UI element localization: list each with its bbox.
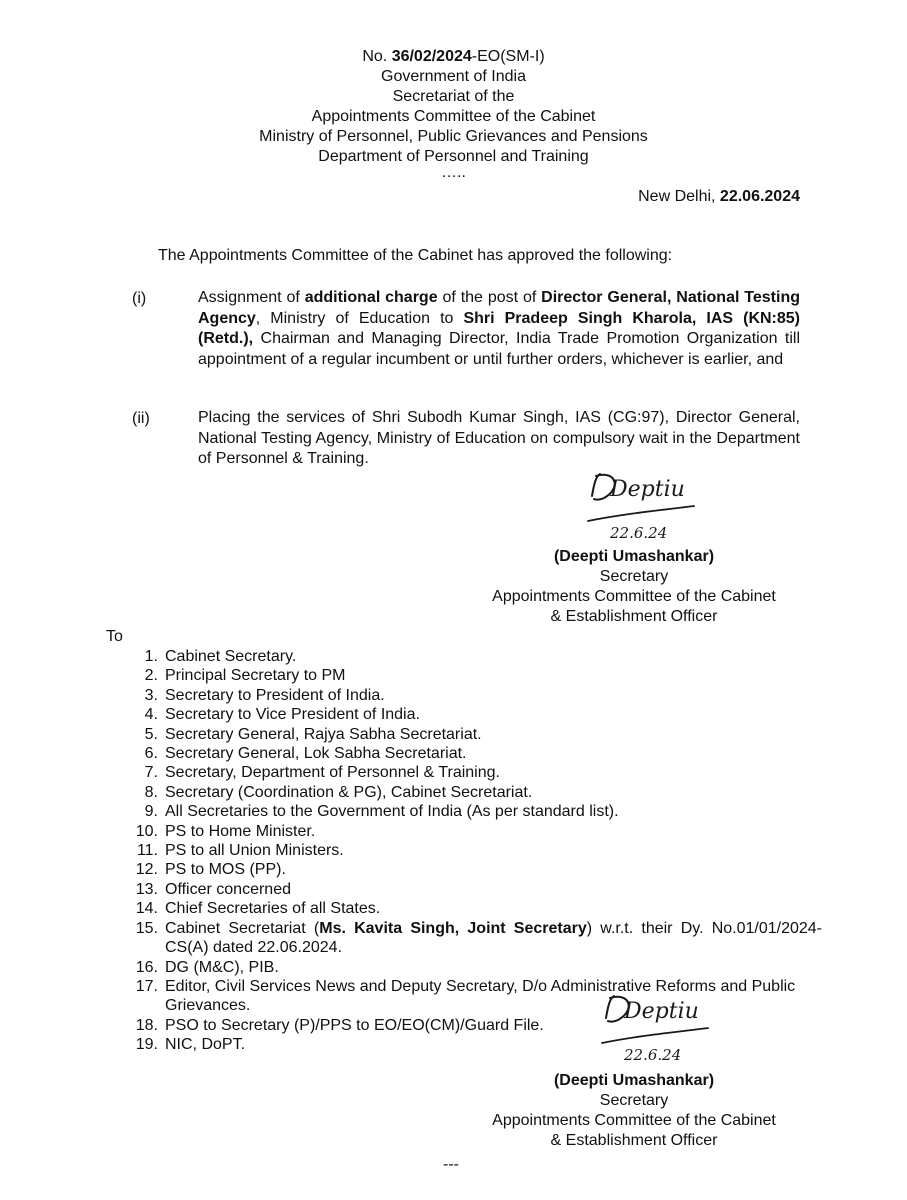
signatory-name: (Deepti Umashankar) [553,548,715,565]
list-item: 11. PS to all Union Ministers. [136,842,344,860]
to-label: To [106,628,123,645]
list-item: 10. PS to Home Minister. [135,822,316,840]
end-mark: --- [443,1156,459,1173]
item-number-1: (i) [132,290,147,307]
list-item: 6. Secretary General, Lok Sabha Secretariat. [144,745,467,763]
list-item: 18. PSO to Secretary (P)/PPS to EO/EO(CM)/Guard File. [135,1016,544,1034]
svg-text:Deptiu: Deptiu [610,477,685,502]
svg-text:22.6.24: 22.6.24 [610,524,668,542]
issue-date: New Delhi, 22.06.2024 [638,188,800,205]
signature-image-1 [582,466,712,546]
header-ministry: Ministry of Personnel, Public Grievances and Pensions [259,128,648,145]
list-item: 16. DG (M&C), PIB. [135,958,279,976]
list-item: 7. Secretary, Department of Personnel & Training. [144,764,500,782]
signatory-office-2: & Establishment Officer [550,608,718,625]
item-number-2: (ii) [132,410,150,427]
header-committee: Appointments Committee of the Cabinet [311,108,596,125]
signatory-title: Secretary [599,568,669,585]
signature-block-1 [460,547,808,627]
list-item: 12. PS to MOS (PP). [135,861,286,879]
svg-text:22.6.24: 22.6.24 [624,1046,682,1064]
svg-text:Deptiu: Deptiu [624,999,699,1024]
order-number: No. 36/02/2024-EO(SM-I) [362,48,545,65]
signatory-office: Appointments Committee of the Cabinet [492,588,776,605]
list-item: 4. Secretary to Vice President of India. [144,706,420,724]
signatory-office-3: Appointments Committee of the Cabinet [492,1112,776,1129]
item-text-2: Placing the services of Shri Subodh Kumar Singh, IAS (CG:97), Director General, National Testing Agency, Ministry of Education on compulsory wait in the Department of Personnel & Training. [198,409,800,467]
list-item: 19. NIC, DoPT. [135,1036,246,1054]
item-text-1: Assignment of additional charge of the post of Director General, National Testing Agency, Ministry of Education to Shri Pradeep Singh Kharola, IAS (KN:85) (Retd.), Chairman and Managing Director, India Trade Promotion Organization till appointment of a regular incumbent or until further orders, whichever is earlier, and [198,289,801,368]
signatory-title-2: Secretary [599,1092,669,1109]
intro-text: The Appointments Committee of the Cabinet has approved the following: [158,247,673,264]
header-department: Department of Personnel and Training [318,148,589,165]
list-item: 3. Secretary to President of India. [144,686,385,704]
header-dots: ….. [441,164,466,181]
list-item: 14. Chief Secretaries of all States. [135,900,381,918]
order-number-bold: 36/02/2024 [391,48,472,65]
signature-block-2 [460,1071,808,1151]
list-item: 13. Officer concerned [135,880,291,898]
list-item: 1. Cabinet Secretary. [144,648,297,665]
list-item: 15. Cabinet Secretariat (Ms. Kavita Singh, Joint Secretary) w.r.t. their Dy. No.01/01/2024-CS(A) dated 22.06.2024. [135,919,823,957]
signatory-name-2: (Deepti Umashankar) [553,1072,715,1089]
list-item: 17. Editor, Civil Services News and Deputy Secretary, D/o Administrative Reforms and Public Grievances. [135,977,796,1015]
signatory-office-4: & Establishment Officer [550,1132,718,1149]
list-item: 9. All Secretaries to the Government of India (As per standard list). [144,803,619,821]
header-secretariat: Secretariat of the [392,88,515,105]
list-item: 5. Secretary General, Rajya Sabha Secretariat. [144,725,482,743]
list-item: 2. Principal Secretary to PM [144,667,346,685]
header-government: Government of India [381,68,526,85]
list-item: 8. Secretary (Coordination & PG), Cabinet Secretariat. [144,783,533,801]
signature-image-2 [596,988,726,1068]
